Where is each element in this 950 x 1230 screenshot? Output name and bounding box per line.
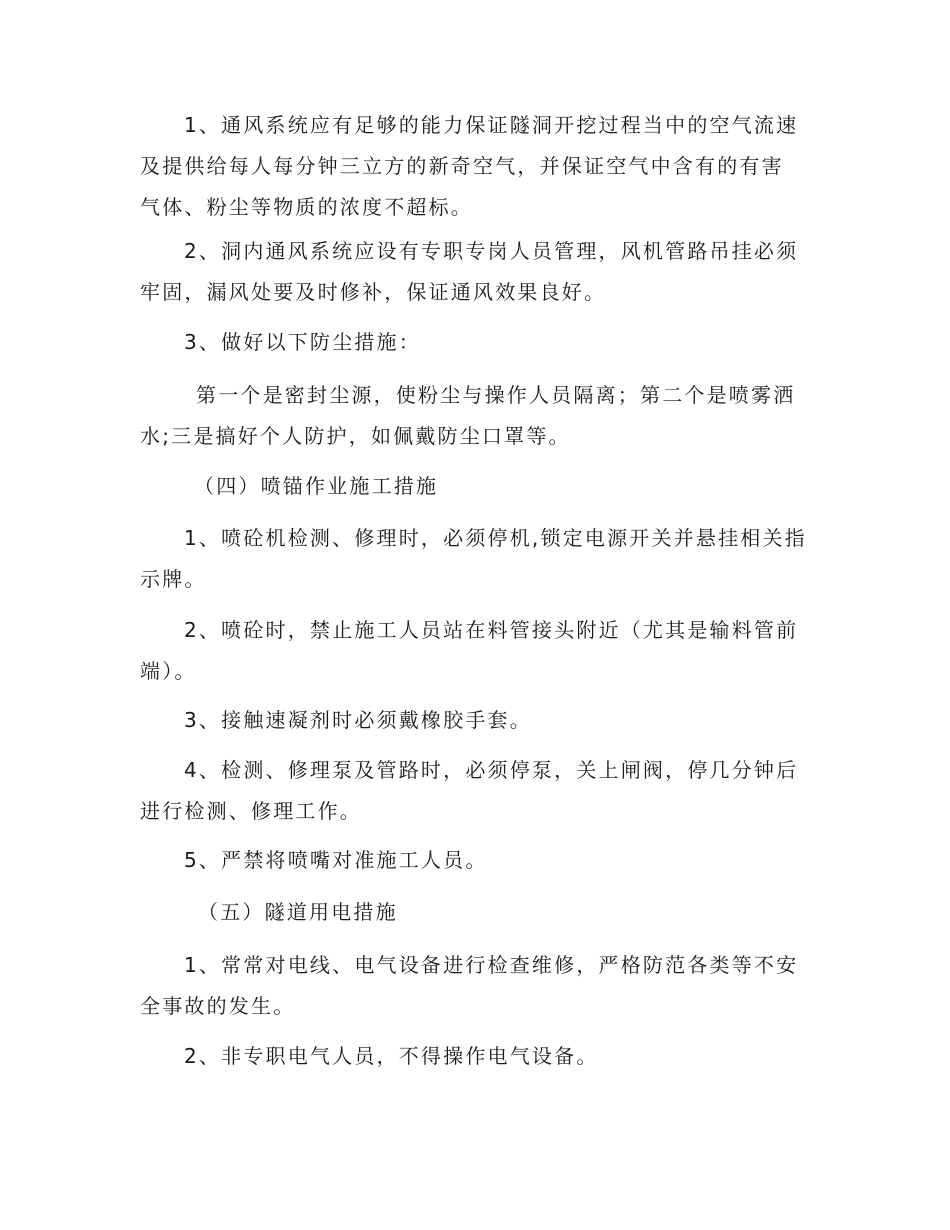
paragraph-ventilation-capacity: 1、通风系统应有足够的能力保证隧洞开挖过程当中的空气流速及提供给每人每分钟三立方的新奇空气，并保证空气中含有的有害气体、粉尘等物质的浓度不超标。 xyxy=(140,113,799,219)
paragraph-pump-repair: 4、检测、修理泵及管路时，必须停泵，关上闸阀，停几分钟后进行检测、修理工作。 xyxy=(140,758,799,823)
paragraph-nozzle-warning: 5、严禁将喷嘴对准施工人员。 xyxy=(184,848,488,872)
paragraph-shotcrete-spraying: 2、喷砼时，禁止施工人员站在料管接头附近（尤其是输料管前端）。 xyxy=(140,618,799,683)
paragraph-ventilation-management: 2、洞内通风系统应设有专职专岗人员管理，风机管路吊挂必须牢固，漏风处要及时修补，保证通风效果良好。 xyxy=(140,239,799,304)
paragraph-dust-prevention-heading: 3、做好以下防尘措施： xyxy=(184,330,421,354)
paragraph-shotcrete-machine-repair: 1、喷砼机检测、修理时，必须停机,锁定电源开关并悬挂相关指示牌。 xyxy=(140,526,807,591)
paragraph-dust-prevention-measures: 第一个是密封尘源，使粉尘与操作人员隔离；第二个是喷雾洒水;三是搞好个人防护，如佩戴防尘口罩等。 xyxy=(140,383,796,448)
paragraph-electrical-inspection: 1、常常对电线、电气设备进行检查维修，严格防范各类等不安全事故的发生。 xyxy=(140,953,799,1018)
paragraph-accelerator-gloves: 3、接触速凝剂时必须戴橡胶手套。 xyxy=(184,708,532,732)
section-heading-electricity: （五）隧道用电措施 xyxy=(198,900,398,924)
section-heading-shotcrete: （四）喷锚作业施工措施 xyxy=(194,474,439,498)
paragraph-electrical-personnel: 2、非专职电气人员，不得操作电气设备。 xyxy=(184,1044,599,1068)
